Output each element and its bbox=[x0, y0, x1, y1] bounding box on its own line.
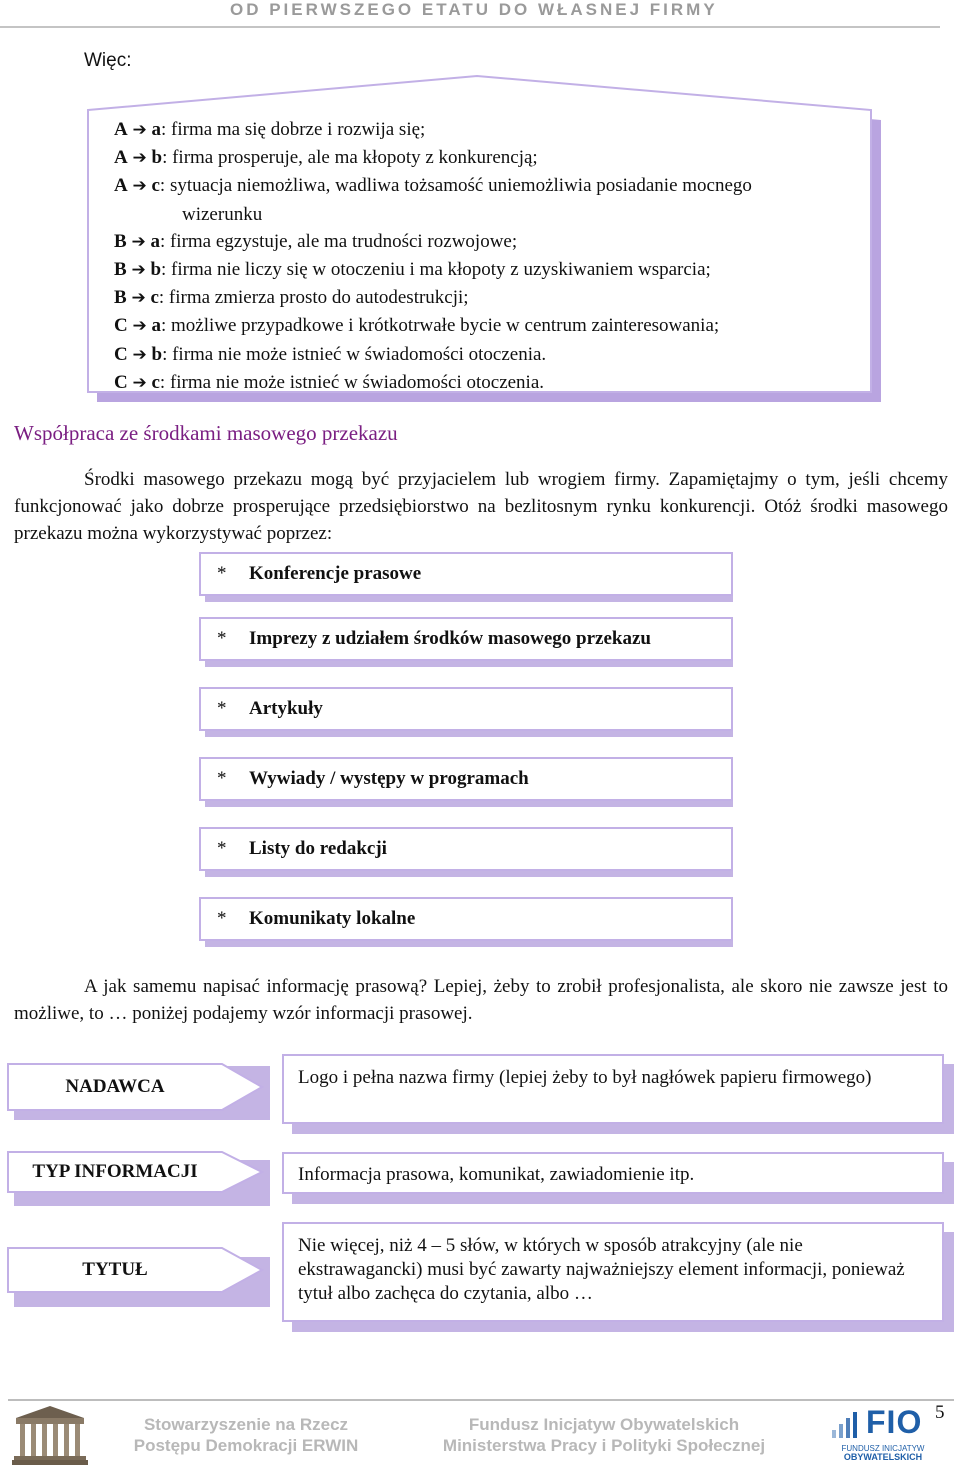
paragraph-media: Środki masowego przekazu mogą być przyjacielem lub wrogiem firmy. Zapamiętajmy o tym, jeśli chcemy funkcjonować jako dobrze prosperujące przedsiębiorstwo na bezlitosnym rynku konkurencji. Otóż środki masowego przekazu można wykorzystywać poprzez: bbox=[14, 469, 948, 545]
combination-letter: A bbox=[114, 119, 128, 140]
arrow-right-icon: ➔ bbox=[131, 288, 146, 309]
template-label-nadawca: NADAWCA bbox=[65, 1076, 165, 1097]
footer-org bbox=[112, 1414, 380, 1456]
asterisk-icon: * bbox=[217, 698, 227, 719]
method-label: Artykuły bbox=[249, 698, 323, 719]
intro-text: Więc: bbox=[84, 50, 132, 71]
method-box bbox=[199, 827, 733, 871]
combination-text: : sytuacja niemożliwa, wadliwa tożsamość uniemożliwia posiadanie mocnego bbox=[159, 175, 752, 197]
arrow-right-icon: ➔ bbox=[132, 372, 147, 393]
method-label: Listy do redakcji bbox=[249, 838, 387, 859]
combination-item bbox=[114, 369, 854, 397]
method-box bbox=[199, 552, 733, 596]
fio-logo-text: FIO bbox=[866, 1404, 923, 1440]
method-box bbox=[199, 617, 733, 661]
asterisk-icon: * bbox=[217, 563, 227, 584]
combination-text: : możliwe przypadkowe i krótkotrwałe bycie w centrum zainteresowania; bbox=[160, 315, 720, 337]
asterisk-icon: * bbox=[217, 838, 227, 859]
combination-sub: a bbox=[151, 119, 161, 140]
method-label: Konferencje prasowe bbox=[249, 563, 422, 584]
combination-text: : firma ma się dobrze i rozwija się; bbox=[160, 119, 426, 140]
combination-text: : firma prosperuje, ale ma kłopoty z konkurencją; bbox=[162, 147, 538, 169]
combination-item bbox=[114, 256, 854, 284]
footer-org-line1: Stowarzyszenie na Rzecz bbox=[143, 1415, 349, 1434]
arrow-right-icon: ➔ bbox=[132, 344, 147, 365]
method-label: Wywiady / występy w programach bbox=[249, 768, 529, 789]
combination-letter: B bbox=[114, 287, 127, 309]
arrow-right-icon: ➔ bbox=[132, 316, 147, 337]
combination-sub: a bbox=[150, 230, 160, 252]
combination-sub: b bbox=[151, 147, 163, 169]
fio-sub-line1: FUNDUSZ INICJATYW bbox=[841, 1444, 925, 1453]
combination-sub: a bbox=[151, 315, 161, 337]
template-desc-tytul: Nie więcej, niż 4 – 5 słów, w których w sposób atrakcyjny (ale nie ekstrawagancki) musi być zawarty najważniejszy element informacji, ponieważ tytuł albo zachęca do czytania, albo … bbox=[282, 1222, 944, 1322]
arrow-right-icon: ➔ bbox=[131, 231, 146, 252]
footer-rule bbox=[8, 1399, 954, 1401]
combination-sub: b bbox=[150, 259, 162, 281]
asterisk-icon: * bbox=[217, 768, 227, 789]
combination-letter: A bbox=[114, 147, 128, 169]
combination-sub: b bbox=[151, 343, 163, 365]
template-desc-typ: Informacja prasowa, komunikat, zawiadomienie itp. bbox=[282, 1152, 944, 1194]
asterisk-icon: * bbox=[217, 628, 227, 649]
fio-sub-line2: OBYWATELSKICH bbox=[843, 1452, 923, 1462]
combination-item bbox=[114, 284, 854, 312]
footer-fund-line1: Fundusz Inicjatyw Obywatelskich bbox=[468, 1415, 740, 1434]
template-label-tytul: TYTUŁ bbox=[82, 1259, 148, 1280]
arrow-right-icon: ➔ bbox=[132, 148, 147, 169]
combination-sub: c bbox=[151, 175, 160, 197]
method-box bbox=[199, 897, 733, 941]
temple-logo-icon bbox=[12, 1404, 88, 1466]
method-label: Imprezy z udziałem środków masowego przekazu bbox=[249, 628, 651, 649]
combination-letter: A bbox=[114, 175, 128, 197]
asterisk-icon: * bbox=[217, 908, 227, 929]
combination-list bbox=[114, 116, 854, 397]
combination-item bbox=[114, 144, 854, 172]
footer-fund-line2: Ministerstwa Pracy i Polityki Społecznej bbox=[442, 1436, 766, 1455]
page-number: 5 bbox=[935, 1402, 945, 1423]
arrow-right-icon: ➔ bbox=[131, 260, 146, 281]
combination-item bbox=[114, 312, 854, 340]
combination-letter: C bbox=[114, 343, 128, 365]
combination-item bbox=[114, 228, 854, 256]
combination-item bbox=[114, 116, 854, 144]
fio-logo-sub bbox=[832, 1444, 934, 1462]
footer-org-line2: Postępu Demokracji ERWIN bbox=[133, 1436, 359, 1455]
method-box bbox=[199, 687, 733, 731]
combination-text: : firma nie może istnieć w świadomości otoczenia. bbox=[159, 371, 545, 393]
combination-sub: c bbox=[151, 371, 160, 393]
combination-continuation: wizerunku bbox=[182, 203, 263, 225]
combination-text: : firma nie może istnieć w świadomości otoczenia. bbox=[162, 343, 547, 365]
section-title: Współpraca ze środkami masowego przekazu bbox=[14, 421, 398, 445]
running-header: OD PIERWSZEGO ETATU DO WŁASNEJ FIRMY bbox=[230, 0, 718, 19]
combination-letter: B bbox=[114, 259, 127, 281]
footer-fund bbox=[424, 1414, 784, 1456]
paragraph-howto: A jak samemu napisać informację prasową? Lepiej, żeby to zrobił profesjonalista, ale skoro nie zawsze jest to możliwe, to … poniżej podajemy wzór informacji prasowej. bbox=[14, 976, 948, 1025]
combination-letter: C bbox=[114, 371, 128, 393]
combination-letter: C bbox=[114, 315, 128, 337]
method-box bbox=[199, 757, 733, 801]
template-desc-nadawca: Logo i pełna nazwa firmy (lepiej żeby to był nagłówek papieru firmowego) bbox=[282, 1054, 944, 1124]
combination-text: : firma nie liczy się w otoczeniu i ma kłopoty z uzyskiwaniem wsparcia; bbox=[161, 259, 711, 281]
combination-item bbox=[114, 341, 854, 369]
combination-text: : firma zmierza prosto do autodestrukcji; bbox=[158, 287, 469, 309]
combination-text: : firma egzystuje, ale ma trudności rozwojowe; bbox=[159, 230, 518, 252]
arrow-right-icon: ➔ bbox=[132, 120, 147, 140]
template-label-typ: TYP INFORMACJI bbox=[32, 1161, 198, 1182]
combination-sub: c bbox=[150, 287, 159, 309]
method-label: Komunikaty lokalne bbox=[249, 908, 416, 929]
combination-letter: B bbox=[114, 230, 127, 252]
fio-bars-icon bbox=[830, 1410, 862, 1440]
arrow-right-icon: ➔ bbox=[132, 176, 147, 197]
fio-logo bbox=[830, 1404, 934, 1466]
combination-item bbox=[114, 172, 854, 200]
